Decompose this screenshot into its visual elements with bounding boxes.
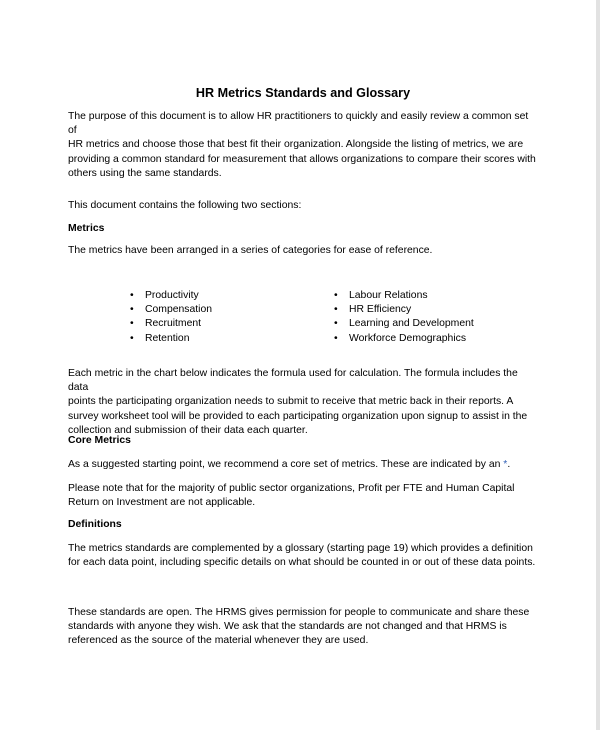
- intro-paragraph: The purpose of this document is to allow HR practitioners to quickly and easily review a common set of HR metrics and choose those that best fit their organization. Alongside the listing of metrics, we are providing a common standard for measurement that allows organizations to compare their scores with others using the same standards.: [68, 111, 536, 179]
- bullet-icon: •: [334, 332, 338, 344]
- note-paragraph: Please note that for the majority of public sector organizations, Profit per FTE and Human Capital Return on Investment are not applicable.: [68, 483, 515, 509]
- core-metrics-paragraph: [68, 458, 538, 472]
- bullet-icon: •: [130, 304, 134, 316]
- definitions-heading: Definitions: [68, 519, 122, 530]
- category-label: Labour Relations: [349, 290, 428, 301]
- bullet-icon: •: [130, 290, 134, 301]
- metrics-heading: Metrics: [68, 223, 105, 234]
- sections-intro: This document contains the following two sections:: [68, 200, 302, 211]
- category-label: Compensation: [145, 304, 213, 316]
- bullet-icon: •: [130, 332, 134, 344]
- category-label: Retention: [145, 332, 190, 344]
- formula-paragraph: Each metric in the chart below indicates the formula used for calculation. The formula includes the data points the participating organization needs to submit to receive that metric back in their reports. A survey worksheet tool will be provided to each participating organization upon signup to assist in the collection and submission of their data each quarter.: [68, 368, 528, 436]
- category-label: Learning and Development: [349, 318, 474, 330]
- category-label: HR Efficiency: [349, 304, 412, 316]
- bullet-icon: •: [334, 318, 338, 330]
- open-standards-paragraph: These standards are open. The HRMS gives permission for people to communicate and share these standards with anyone they wish. We ask that the standards are not changed and that HRMS is referenced as the source of the material whenever they are used.: [68, 607, 530, 647]
- core-metrics-end: .: [507, 459, 511, 470]
- category-label: Workforce Demographics: [349, 332, 467, 344]
- bullet-icon: •: [334, 290, 338, 301]
- core-metrics-heading: Core Metrics: [68, 435, 131, 446]
- scrollbar-track[interactable]: [596, 0, 600, 730]
- category-label: Recruitment: [145, 318, 202, 330]
- document-title: HR Metrics Standards and Glossary: [195, 86, 411, 100]
- bullet-icon: •: [130, 318, 134, 330]
- bullet-icon: •: [334, 304, 338, 316]
- definitions-paragraph: The metrics standards are complemented by a glossary (starting page 19) which provides a definition for each data point, including specific details on what should be counted in or out of these data points.: [68, 543, 536, 569]
- category-list: [68, 289, 538, 349]
- core-metrics-text: As a suggested starting point, we recommend a core set of metrics. These are indicated by an: [68, 459, 504, 470]
- core-star-marker: *: [503, 459, 508, 470]
- metrics-paragraph: The metrics have been arranged in a series of categories for ease of reference.: [68, 245, 433, 256]
- category-label: Productivity: [145, 290, 199, 301]
